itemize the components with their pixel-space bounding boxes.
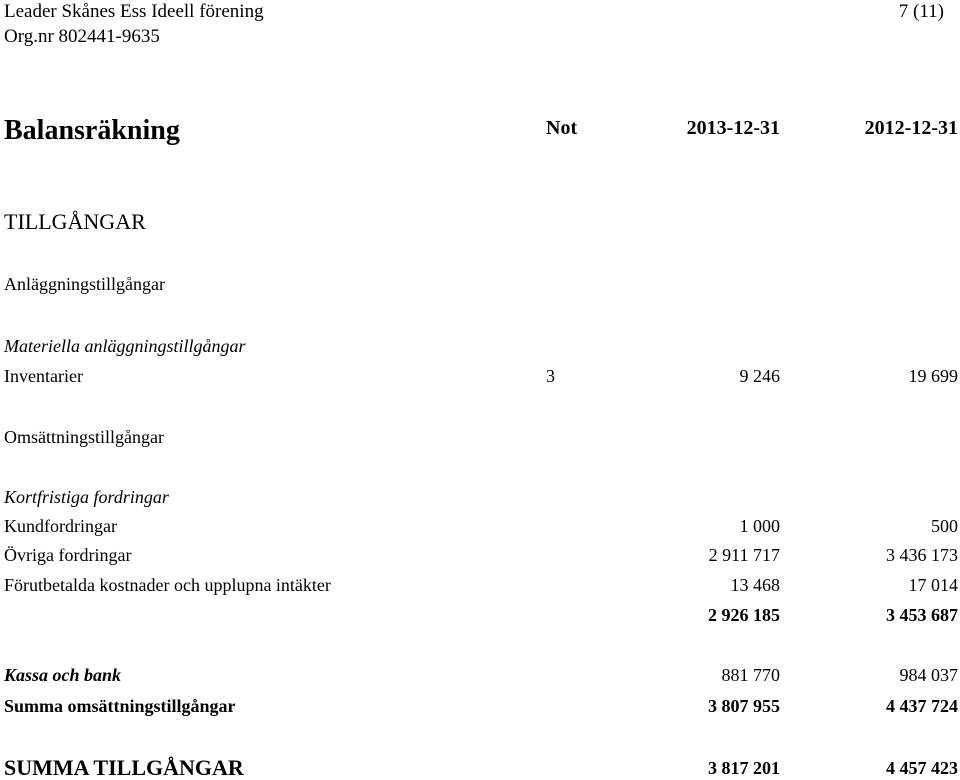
row-value-2012-kassa-bank: 984 037 — [899, 665, 958, 685]
section-fixed-assets: Anläggningstillgångar — [4, 274, 165, 294]
row-value-2013-summa-omsattning: 3 807 955 — [708, 696, 780, 716]
row-value-2013-summa-tillgangar: 3 817 201 — [708, 758, 780, 778]
column-header-2013: 2013-12-31 — [686, 117, 780, 139]
row-note-inventarier: 3 — [546, 366, 555, 386]
row-label-forutbetalda: Förutbetalda kostnader och upplupna intäkter — [4, 575, 331, 595]
column-header-note: Not — [546, 117, 578, 139]
row-value-2012-summa-tillgangar: 4 457 423 — [886, 758, 958, 778]
row-value-2013-kundfordringar: 1 000 — [739, 516, 780, 536]
section-short-term-receivables: Kortfristiga fordringar — [4, 487, 169, 507]
row-value-2012-kundfordringar: 500 — [931, 516, 958, 536]
organization-number: Org.nr 802441-9635 — [4, 26, 160, 47]
row-value-2012-ovriga-fordringar: 3 436 173 — [886, 545, 958, 565]
row-label-kundfordringar: Kundfordringar — [4, 516, 117, 536]
subtotal-2012-receivables: 3 453 687 — [886, 605, 958, 625]
row-value-2013-ovriga-fordringar: 2 911 717 — [708, 545, 780, 565]
row-value-2012-summa-omsattning: 4 437 724 — [886, 696, 958, 716]
row-label-summa-tillgangar: SUMMA TILLGÅNGAR — [4, 755, 244, 780]
row-value-2013-forutbetalda: 13 468 — [730, 575, 780, 595]
page-title: Balansräkning — [4, 115, 180, 146]
page-number: 7 (11) — [898, 1, 944, 22]
row-value-2012-inventarier: 19 699 — [908, 366, 958, 386]
section-tangible-fixed-assets: Materiella anläggningstillgångar — [4, 336, 246, 356]
column-header-2012: 2012-12-31 — [864, 117, 958, 139]
row-value-2012-forutbetalda: 17 014 — [908, 575, 958, 595]
row-label-inventarier: Inventarier — [4, 366, 83, 386]
row-value-2013-kassa-bank: 881 770 — [721, 665, 780, 685]
section-current-assets: Omsättningstillgångar — [4, 427, 164, 447]
row-label-ovriga-fordringar: Övriga fordringar — [4, 545, 132, 565]
section-assets: TILLGÅNGAR — [4, 209, 146, 234]
organization-name: Leader Skånes Ess Ideell förening — [4, 1, 264, 22]
row-label-summa-omsattning: Summa omsättningstillgångar — [4, 696, 236, 716]
subtotal-2013-receivables: 2 926 185 — [708, 605, 780, 625]
row-value-2013-inventarier: 9 246 — [739, 366, 780, 386]
row-label-kassa-bank: Kassa och bank — [4, 665, 122, 685]
